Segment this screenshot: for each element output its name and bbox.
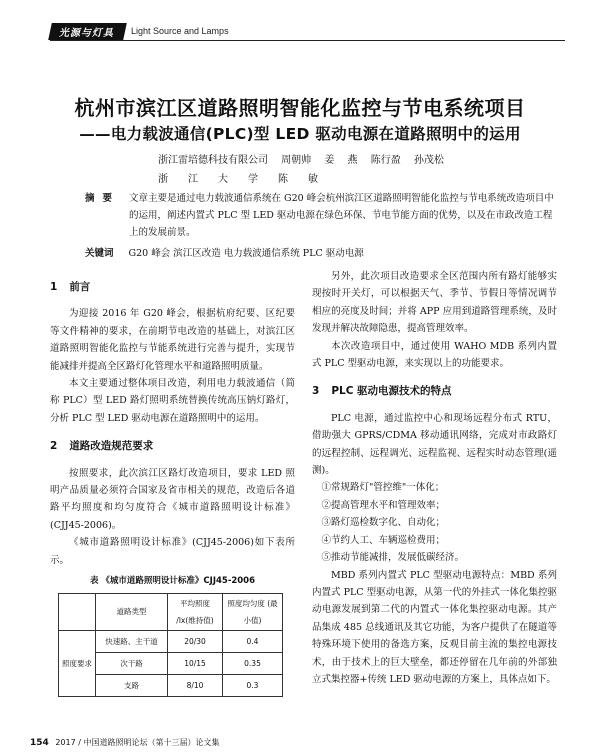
th-road-type: 道路类型	[96, 593, 168, 631]
keywords	[85, 245, 364, 259]
table-row	[59, 631, 283, 653]
right-column	[312, 268, 557, 688]
paragraph: MBD 系列内置式 PLC 型驱动电源特点：MBD 系列内置式 PLC 型驱动电源，从第一代的外挂式一体化集控驱动电源发展到第二代的内置式一体化集控驱动电源。其产品集成 485 总线通讯及其它功能，为客户提供了在隧道等特殊环境下使用的备选方案，反观目前主流的集控电源技术，由于技术上的巨大壁垒，都还停留在几年前的外部独立式集控器+传统 LED 驱动电源的方案上，具体点如下。	[312, 569, 557, 685]
section-heading-3: 3 PLC 驱动电源技术的特点	[312, 385, 452, 398]
header-rule	[50, 40, 565, 41]
paragraph: 另外，此次项目改造要求全区范围内所有路灯能够实现按时开关灯，可以根据天气、季节、节假日等情况调节相应的亮度及时间；并将 APP 应用到道路管理系统，及时发现并解决故障隐患，提高管理效率。	[312, 271, 557, 335]
th-avg-illum: 平均照度 /lx(维持值)	[168, 593, 223, 631]
list-item: ⑤推动节能减排，发展低碳经济。	[321, 552, 465, 564]
cell-lux: 10/15	[168, 653, 223, 675]
feature-list	[312, 479, 557, 566]
paper-title: 杭州市滨江区道路照明智能化监控与节电系统项目	[74, 96, 526, 120]
left-column	[50, 268, 295, 697]
paragraph: 按照要求，此次滨江区路灯改造项目，要求 LED 照明产品质量必须符合国家及省市相关的规范，改造后各道路平均照度和均匀度符合《城市道路照明设计标准》(CJJ45-2006)。	[50, 467, 295, 531]
paragraph: PLC 电源，通过监控中心和现场远程分布式 RTU，借助强大 GPRS/CDMA 移动通讯网络，完成对市政路灯的远程控制、远程调光、远程监视、远程实时动态管理(遥测)。	[312, 412, 557, 477]
list-item: ③路灯巡检数字化、自动化；	[321, 517, 446, 529]
abstract-text: 文章主要是通过电力载波通信系统在 G20 峰会杭州滨江区道路照明智能化监控与节电系统改造项目中的运用，阐述内置式 PLC 型 LED 驱动电源在绿色环保、节电节能方面的优势，以及在市政改造工程上的发展前景。	[129, 193, 554, 238]
cell-type: 快速路、主干道	[96, 631, 168, 653]
paper-subtitle: ——电力载波通信(PLC)型 LED 驱动电源在道路照明中的运用	[79, 125, 521, 143]
section-english: Light Source and Lamps	[131, 26, 229, 36]
table-corner	[59, 593, 96, 631]
cell-uniformity: 0.4	[223, 631, 283, 653]
list-item: ①常规路灯"管控维"一体化；	[321, 482, 445, 494]
cell-lux: 8/10	[168, 675, 223, 697]
standards-table	[58, 593, 283, 698]
cell-type: 支路	[96, 675, 168, 697]
page-footer	[30, 737, 219, 748]
authors: 浙江雷培德科技有限公司 周朝帅 姜 燕 陈行盈 孙茂松	[158, 155, 444, 166]
paragraph: 本次改造项目中，通过使用 WAHO MDB 系列内置式 PLC 型驱动电源，来实现以上的功能要求。	[312, 340, 557, 370]
section-heading-2: 2 道路改造规范要求	[50, 440, 154, 453]
row-group-label: 照度要求	[59, 631, 96, 697]
abstract-label: 摘要	[85, 193, 121, 204]
paragraph: 本文主要通过整体项目改造，利用电力载波通信（简称 PLC）型 LED 路灯照明系统替换传统高压钠灯路灯，分析 PLC 型 LED 驱动电源在道路照明中的运用。	[50, 378, 295, 424]
running-header	[50, 24, 229, 38]
abstract	[85, 190, 555, 241]
affiliation: 浙江大学陈敏	[158, 174, 338, 185]
th-uniformity: 照度均匀度 (最小值)	[223, 593, 283, 631]
paragraph: 《城市道路照明设计标准》(CJJ45-2006)如下表所示。	[50, 537, 295, 566]
footer-text: 2017 / 中国道路照明论坛（第十三届）论文集	[55, 738, 220, 747]
list-item: ④节约人工、车辆巡检费用；	[321, 534, 446, 546]
list-item: ②提高管理水平和管理效率；	[321, 499, 446, 511]
section-heading-1: 1 前言	[50, 281, 91, 293]
table-header-row	[59, 593, 283, 631]
paragraph: 为迎接 2016 年 G20 峰会，根据杭府纪要、区纪要等文件精神的要求，在前期节电改造的基础上，对滨江区道路照明智能化监控与节能系统进行完善与提升，实现节能减排并提高全区路灯化管理水平和道路照明质量。	[50, 308, 295, 372]
section-badge: 光源与灯具	[48, 23, 127, 40]
cell-uniformity: 0.3	[223, 675, 283, 697]
page-number: 154	[30, 738, 49, 748]
keywords-label: 关键词	[85, 248, 114, 259]
table-caption: 表 《城市道路照明设计标准》CJJ45-2006	[89, 576, 256, 587]
keywords-text: G20 峰会 滨江区改造 电力载波通信系统 PLC 驱动电源	[128, 248, 364, 259]
cell-lux: 20/30	[168, 631, 223, 653]
cell-uniformity: 0.35	[223, 653, 283, 675]
cell-type: 次干路	[96, 653, 168, 675]
